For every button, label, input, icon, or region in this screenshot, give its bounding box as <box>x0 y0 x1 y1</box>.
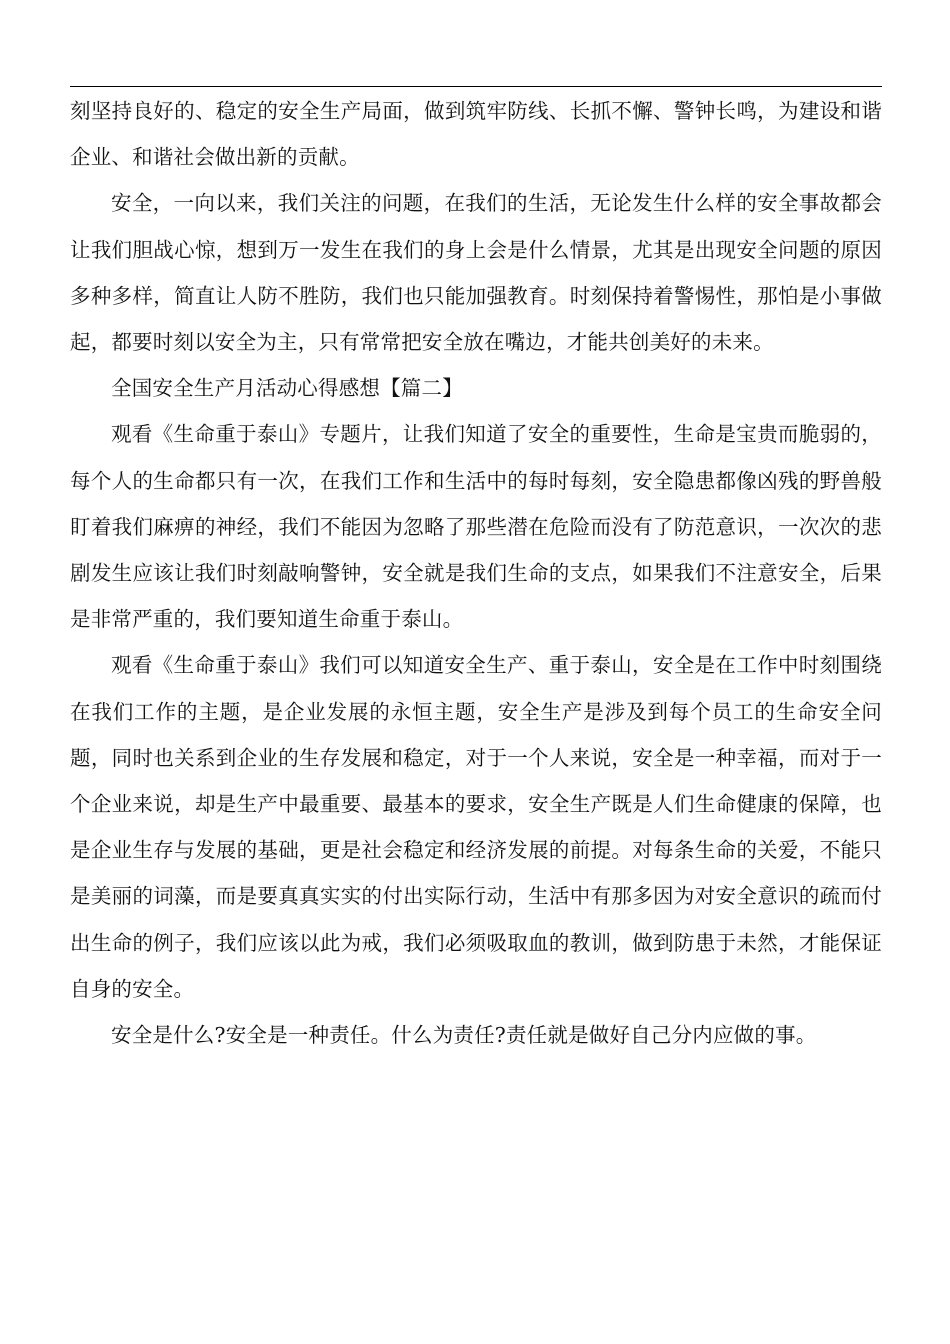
paragraph-responsibility: 安全是什么?安全是一种责任。什么为责任?责任就是做好自己分内应做的事。 <box>111 1023 817 1048</box>
paragraph-safety-concern: 安全，一向以来，我们关注的问题，在我们的生活，无论发生什么样的安全事故都会让我们胆战心惊，想到万一发生在我们的身上会是什么情景，尤其是出现安全问题的原因多种多样，简直让人防不胜防，我们也只能加强教育。时刻保持着警惕性，那怕是小事做起，都要时刻以安全为主，只有常常把安全放在嘴边，才能共创美好的未来。 <box>70 191 882 355</box>
paragraph-continuation: 刻坚持良好的、稳定的安全生产局面，做到筑牢防线、长抓不懈、警钟长鸣，为建设和谐企业、和谐社会做出新的贡献。 <box>70 99 882 170</box>
document-body <box>70 88 882 1058</box>
section-heading: 全国安全生产月活动心得感想【篇二】 <box>111 376 463 401</box>
paragraph-safe-production: 观看《生命重于泰山》我们可以知道安全生产、重于泰山，安全是在工作中时刻围绕在我们工作的主题，是企业发展的永恒主题，安全生产是涉及到每个员工的生命安全问题，同时也关系到企业的生存发展和稳定，对于一个人来说，安全是一种幸福，而对于一个企业来说，却是生产中最重要、最基本的要求，安全生产既是人们生命健康的保障，也是企业生存与发展的基础，更是社会稳定和经济发展的前提。对每条生命的关爱，不能只是美丽的词藻，而是要真真实实的付出实际行动，生活中有那多因为对安全意识的疏而付出生命的例子，我们应该以此为戒，我们必须吸取血的教训，做到防患于未然，才能保证自身的安全。 <box>70 653 882 1001</box>
header-rule <box>70 86 882 87</box>
paragraph-life-over-mountain: 观看《生命重于泰山》专题片，让我们知道了安全的重要性，生命是宝贵而脆弱的，每个人的生命都只有一次，在我们工作和生活中的每时每刻，安全隐患都像凶残的野兽般盯着我们麻痹的神经，我们不能因为忽略了那些潜在危险而没有了防范意识，一次次的悲剧发生应该让我们时刻敲响警钟，安全就是我们生命的支点，如果我们不注意安全，后果是非常严重的，我们要知道生命重于泰山。 <box>70 422 882 632</box>
